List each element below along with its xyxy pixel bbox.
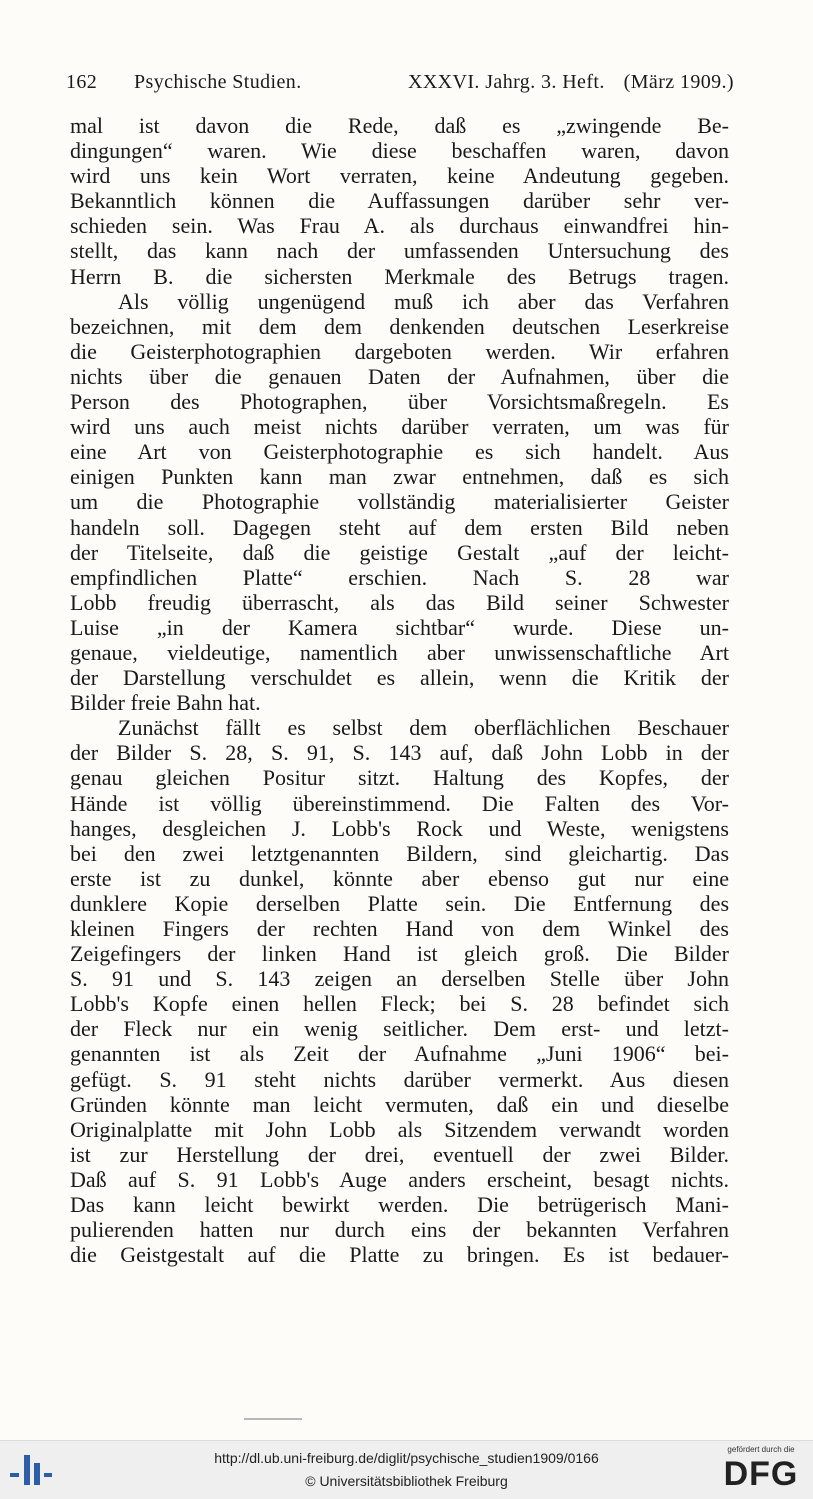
text-line: wird uns auch meist nichts darüber verraten, um was für — [70, 414, 729, 440]
text-line: die Geisterphotographien dargeboten werden. Wir erfahren — [70, 338, 729, 364]
text-line: Herrn B. die sichersten Merkmale des Betrugs tragen. — [70, 263, 729, 289]
body-text — [70, 113, 729, 1267]
text-line: schieden sein. Was Frau A. als durchaus einwandfrei hin- — [70, 213, 729, 239]
journal-title: Psychische Studien. — [134, 71, 302, 93]
text-line: Person des Photographen, über Vorsichtsmaßregeln. Es — [70, 389, 729, 415]
text-line: einigen Punkten kann man zwar entnehmen, daß es sich — [70, 464, 729, 490]
text-line: kleinen Fingers der rechten Hand von dem Winkel des — [70, 916, 729, 941]
issue-date: (März 1909.) — [623, 71, 734, 93]
text-line: stellt, das kann nach der umfassenden Untersuchung des — [70, 238, 729, 264]
text-line: Das kann leicht bewirkt werden. Die betrügerisch Mani- — [70, 1192, 729, 1218]
text-line: mal ist davon die Rede, daß es „zwingende Be- — [70, 113, 729, 138]
text-line: Gründen könnte man leicht vermuten, daß ein und dieselbe — [70, 1091, 729, 1117]
text-line: Bilder freie Bahn hat. — [70, 690, 261, 716]
text-line: ist zur Herstellung der drei, eventuell der zwei Bilder. — [70, 1141, 729, 1167]
text-line: Originalplatte mit John Lobb als Sitzendem verwandt worden — [70, 1116, 729, 1142]
text-line: Als völlig ungenügend muß ich aber das Verfahren — [118, 288, 729, 314]
text-line: S. 91 und S. 143 zeigen an derselben Stelle über John — [70, 966, 729, 992]
text-line: wird uns kein Wort verraten, keine Andeutung gegeben. — [70, 163, 729, 189]
text-line: nichts über die genauen Daten der Aufnahmen, über die — [70, 363, 729, 389]
dfg-logo — [716, 1445, 806, 1497]
text-line: Hände ist völlig übereinstimmend. Die Falten des Vor- — [70, 790, 729, 816]
text-line: hanges, desgleichen J. Lobb's Rock und Weste, wenigstens — [70, 815, 729, 841]
text-line: genaue, vieldeutige, namentlich aber unwissenschaftliche Art — [70, 639, 729, 665]
text-line: gefügt. S. 91 steht nichts darüber vermerkt. Aus diesen — [70, 1066, 729, 1092]
scan-mark — [244, 1418, 302, 1420]
permalink[interactable]: http://dl.ub.uni-freiburg.de/diglit/psychische_studien1909/0166 — [214, 1450, 599, 1466]
text-line: bezeichnen, mit dem dem denkenden deutschen Leserkreise — [70, 313, 729, 339]
text-line: erste ist zu dunkel, könnte aber ebenso gut nur eine — [70, 865, 729, 891]
text-line: genau gleichen Positur sitzt. Haltung des Kopfes, der — [70, 765, 729, 791]
dfg-logo-text: DFG — [723, 1455, 799, 1493]
copyright-notice: © Universitätsbibliothek Freiburg — [305, 1473, 508, 1489]
text-line: Bekanntlich können die Auffassungen darüber sehr ver- — [70, 188, 729, 214]
text-line: Luise „in der Kamera sichtbar“ wurde. Diese un- — [70, 614, 729, 640]
text-line: genannten ist als Zeit der Aufnahme „Juni 1906“ bei- — [70, 1041, 729, 1067]
text-line: bei den zwei letztgenannten Bildern, sind gleichartig. Das — [70, 840, 729, 866]
page-number: 162 — [66, 71, 98, 93]
text-line: Lobb's Kopfe einen hellen Fleck; bei S. 28 befindet sich — [70, 991, 729, 1017]
text-line: der Fleck nur ein wenig seitlicher. Dem erst- und letzt- — [70, 1016, 729, 1042]
text-line: Zeigefingers der linken Hand ist gleich groß. Die Bilder — [70, 941, 729, 967]
text-line: dunklere Kopie derselben Platte sein. Die Entfernung des — [70, 890, 729, 916]
viewer-footer — [0, 1440, 813, 1499]
text-line: handeln soll. Dagegen steht auf dem ersten Bild neben — [70, 514, 729, 540]
text-line: pulierenden hatten nur durch eins der bekannten Verfahren — [70, 1217, 729, 1243]
text-line: Zunächst fällt es selbst dem oberflächlichen Beschauer — [118, 715, 729, 741]
text-line: der Titelseite, daß die geistige Gestalt „auf der leicht- — [70, 539, 729, 565]
text-line: der Darstellung verschuldet es allein, wenn die Kritik der — [70, 665, 729, 691]
running-header — [66, 66, 734, 98]
text-line: eine Art von Geisterphotographie es sich handelt. Aus — [70, 439, 729, 465]
text-line: um die Photographie vollständig materialisierter Geister — [70, 489, 729, 515]
text-line: empfindlichen Platte“ erschien. Nach S. 28 war — [70, 564, 729, 590]
text-line: Daß auf S. 91 Lobb's Auge anders erscheint, besagt nichts. — [70, 1166, 729, 1192]
volume-info: XXXVI. Jahrg. 3. Heft. — [408, 71, 605, 93]
text-line: der Bilder S. 28, S. 91, S. 143 auf, daß John Lobb in der — [70, 740, 729, 766]
dfg-caption: gefördert durch die — [727, 1445, 795, 1454]
text-line: Lobb freudig überrascht, als das Bild seiner Schwester — [70, 589, 729, 615]
text-line: dingungen“ waren. Wie diese beschaffen waren, davon — [70, 138, 729, 164]
text-line: die Geistgestalt auf die Platte zu bringen. Es ist bedauer- — [70, 1242, 729, 1268]
